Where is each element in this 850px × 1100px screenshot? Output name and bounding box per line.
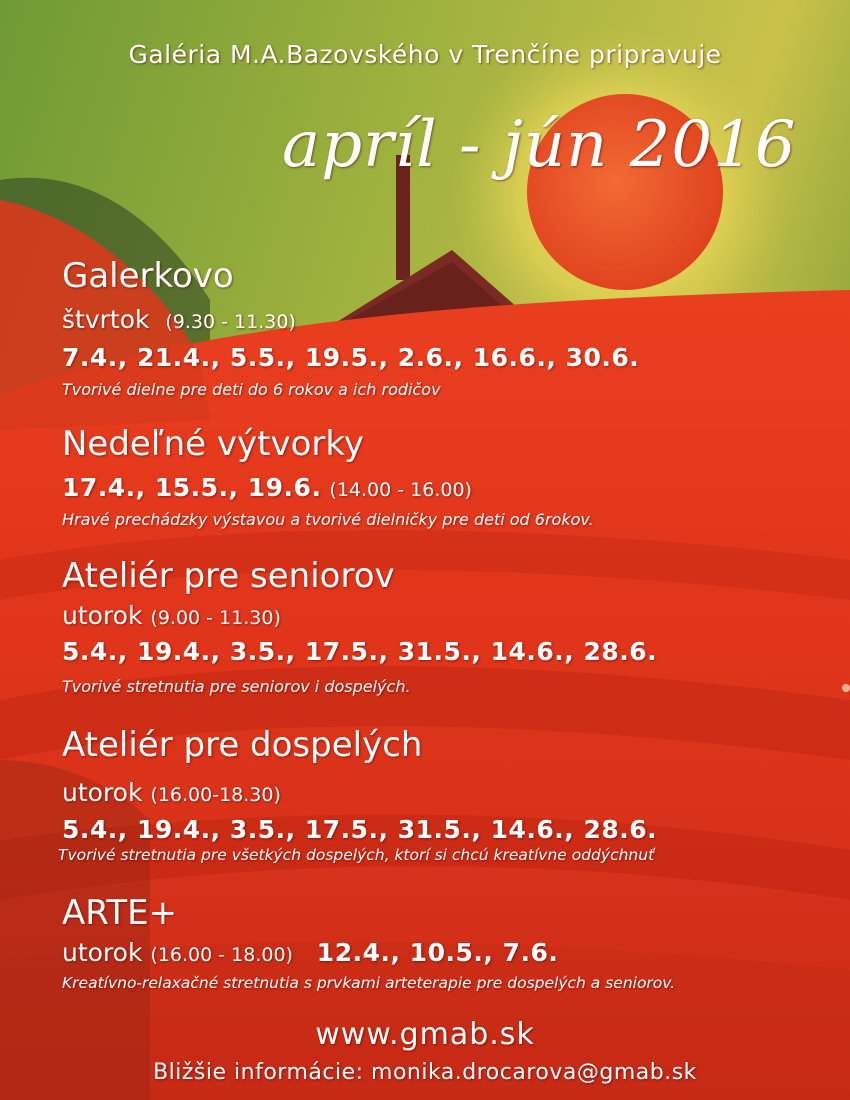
contact-info[interactable]: Bližšie informácie: monika.drocarova@gmab.sk — [153, 1060, 697, 1085]
program-description: Kreatívno-relaxačné stretnutia s prvkami arteterapie pre dospelých a seniorov. — [62, 974, 676, 992]
program-description: Tvorivé dielne pre deti do 6 rokov a ich rodičov — [62, 380, 441, 399]
program-description: Hravé prechádzky výstavou a tvorivé dielničky pre deti od 6rokov. — [62, 510, 594, 529]
program-title-atelier-dospelych: Ateliér pre dospelých — [62, 725, 423, 765]
program-title-galerkovo: Galerkovo — [62, 256, 234, 296]
season-title: apríl - jún 2016 — [282, 108, 797, 182]
program-time: (16.00 - 18.00) — [150, 944, 293, 966]
program-schedule — [62, 778, 281, 807]
program-time: (16.00-18.30) — [150, 784, 281, 806]
program-title-nedelne-vytvorky: Nedeľné výtvorky — [62, 424, 364, 464]
program-day: utorok — [62, 601, 143, 630]
program-schedule — [62, 601, 281, 630]
program-schedule — [62, 305, 296, 334]
program-description: Tvorivé stretnutia pre seniorov i dospelých. — [62, 677, 411, 696]
program-day: utorok — [62, 778, 143, 807]
program-time: (9.00 - 11.30) — [150, 607, 281, 629]
program-time: (9.30 - 11.30) — [165, 311, 296, 333]
program-title-atelier-seniorov: Ateliér pre seniorov — [62, 556, 395, 596]
program-description: Tvorivé stretnutia pre všetkých dospelých, ktorí si chcú kreatívne oddýchnuť — [58, 846, 655, 864]
program-dates: 17.4., 15.5., 19.6. — [62, 473, 322, 502]
program-dates: 12.4., 10.5., 7.6. — [316, 938, 559, 967]
website-link[interactable]: www.gmab.sk — [315, 1017, 535, 1052]
program-schedule — [62, 473, 472, 502]
program-dates: 7.4., 21.4., 5.5., 19.5., 2.6., 16.6., 30.6. — [62, 343, 640, 372]
program-dates: 5.4., 19.4., 3.5., 17.5., 31.5., 14.6., 28.6. — [62, 637, 658, 666]
program-time: (14.00 - 16.00) — [329, 479, 472, 501]
program-day: štvrtok — [62, 305, 150, 334]
program-schedule — [62, 938, 558, 967]
program-day: utorok — [62, 938, 143, 967]
gallery-header: Galéria M.A.Bazovského v Trenčíne pripravuje — [128, 40, 722, 69]
program-dates: 5.4., 19.4., 3.5., 17.5., 31.5., 14.6., 28.6. — [62, 815, 658, 844]
program-title-arte-plus: ARTE+ — [62, 893, 178, 933]
